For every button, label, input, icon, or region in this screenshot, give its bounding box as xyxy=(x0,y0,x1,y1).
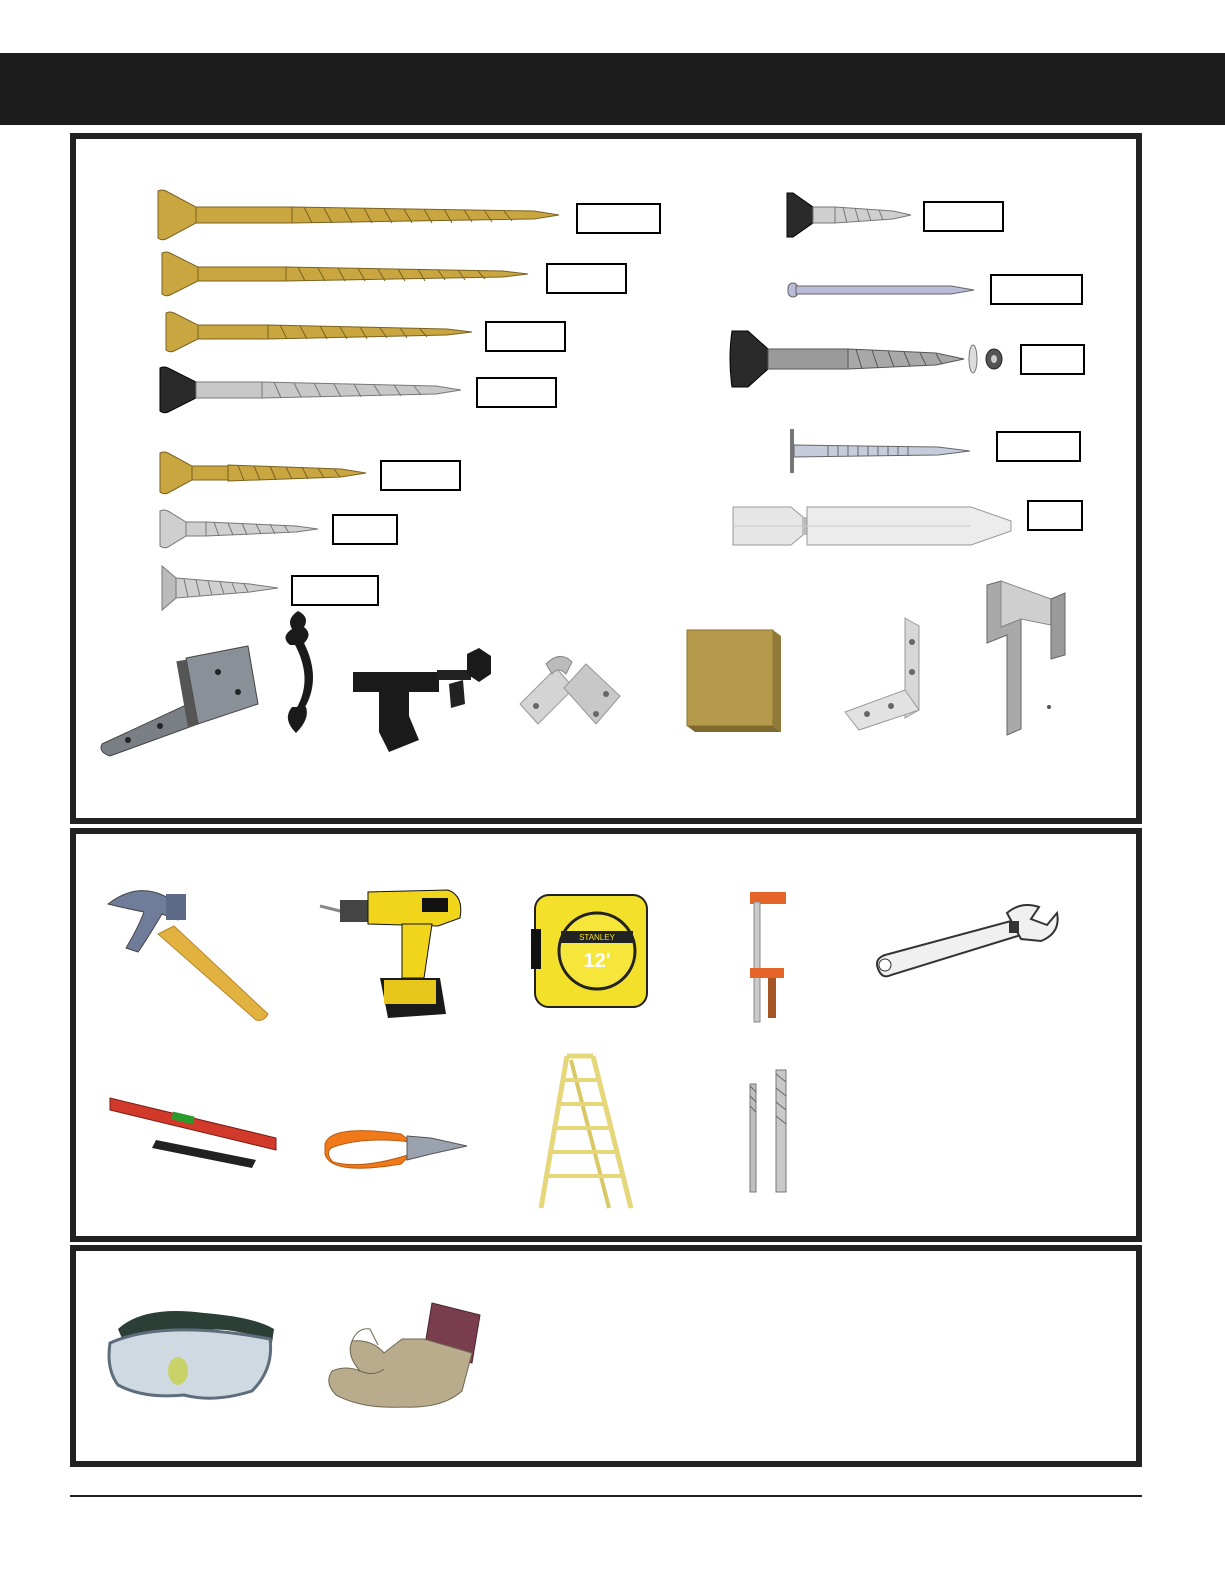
silver-screw-short xyxy=(156,507,321,551)
safety-goggles-icon xyxy=(104,1299,279,1414)
post-bracket xyxy=(981,579,1071,739)
footer-rule xyxy=(70,1495,1142,1497)
t-hinge xyxy=(98,644,263,754)
hardware-panel xyxy=(70,133,1142,824)
wood-block xyxy=(681,624,791,734)
nail xyxy=(786,279,976,301)
brass-screw-short xyxy=(156,449,371,497)
tools-panel xyxy=(70,828,1142,1242)
screw-label-1 xyxy=(576,203,661,234)
brass-screw-medium xyxy=(162,309,482,355)
screw-label-4 xyxy=(476,377,557,408)
work-gloves-icon xyxy=(322,1299,487,1429)
brass-screw-medium-long xyxy=(158,249,538,299)
screw-label-3 xyxy=(485,321,566,352)
gate-latch xyxy=(349,644,499,754)
screw-label-8 xyxy=(923,201,1004,232)
level-icon xyxy=(106,1094,286,1184)
screw-label-2 xyxy=(546,263,627,294)
drill-bits-icon xyxy=(746,1066,796,1196)
tape-brand-text: STANLEY xyxy=(579,933,615,942)
ring-shank-nail xyxy=(788,427,973,477)
hammer-icon xyxy=(104,874,274,1024)
brass-screw-long xyxy=(154,187,564,242)
bar-clamp-icon xyxy=(744,884,794,1024)
screw-label-9 xyxy=(990,274,1083,305)
safety-panel xyxy=(70,1245,1142,1467)
cordless-drill-icon xyxy=(318,884,468,1024)
screw-label-10 xyxy=(1020,344,1085,375)
screw-label-6 xyxy=(332,514,398,545)
self-tapping-screw xyxy=(160,564,280,612)
tape-size-text: 12' xyxy=(583,950,611,972)
driver-bit xyxy=(731,501,1016,551)
screw-label-5 xyxy=(380,460,461,491)
corner-bracket xyxy=(841,614,941,734)
pliers-icon xyxy=(321,1114,471,1184)
gate-handle xyxy=(276,609,326,739)
screw-label-11 xyxy=(996,431,1081,462)
screw-label-12 xyxy=(1027,500,1083,531)
screw-label-7 xyxy=(291,575,379,606)
screw-with-washer-nut xyxy=(726,329,1016,389)
hasp xyxy=(516,644,626,744)
step-ladder-icon xyxy=(531,1052,641,1212)
silver-screw-small xyxy=(783,191,913,239)
tape-measure-icon xyxy=(531,889,661,1019)
header-bar xyxy=(0,53,1225,125)
silver-screw-black-head xyxy=(156,364,466,416)
adjustable-wrench-icon xyxy=(871,899,1061,989)
